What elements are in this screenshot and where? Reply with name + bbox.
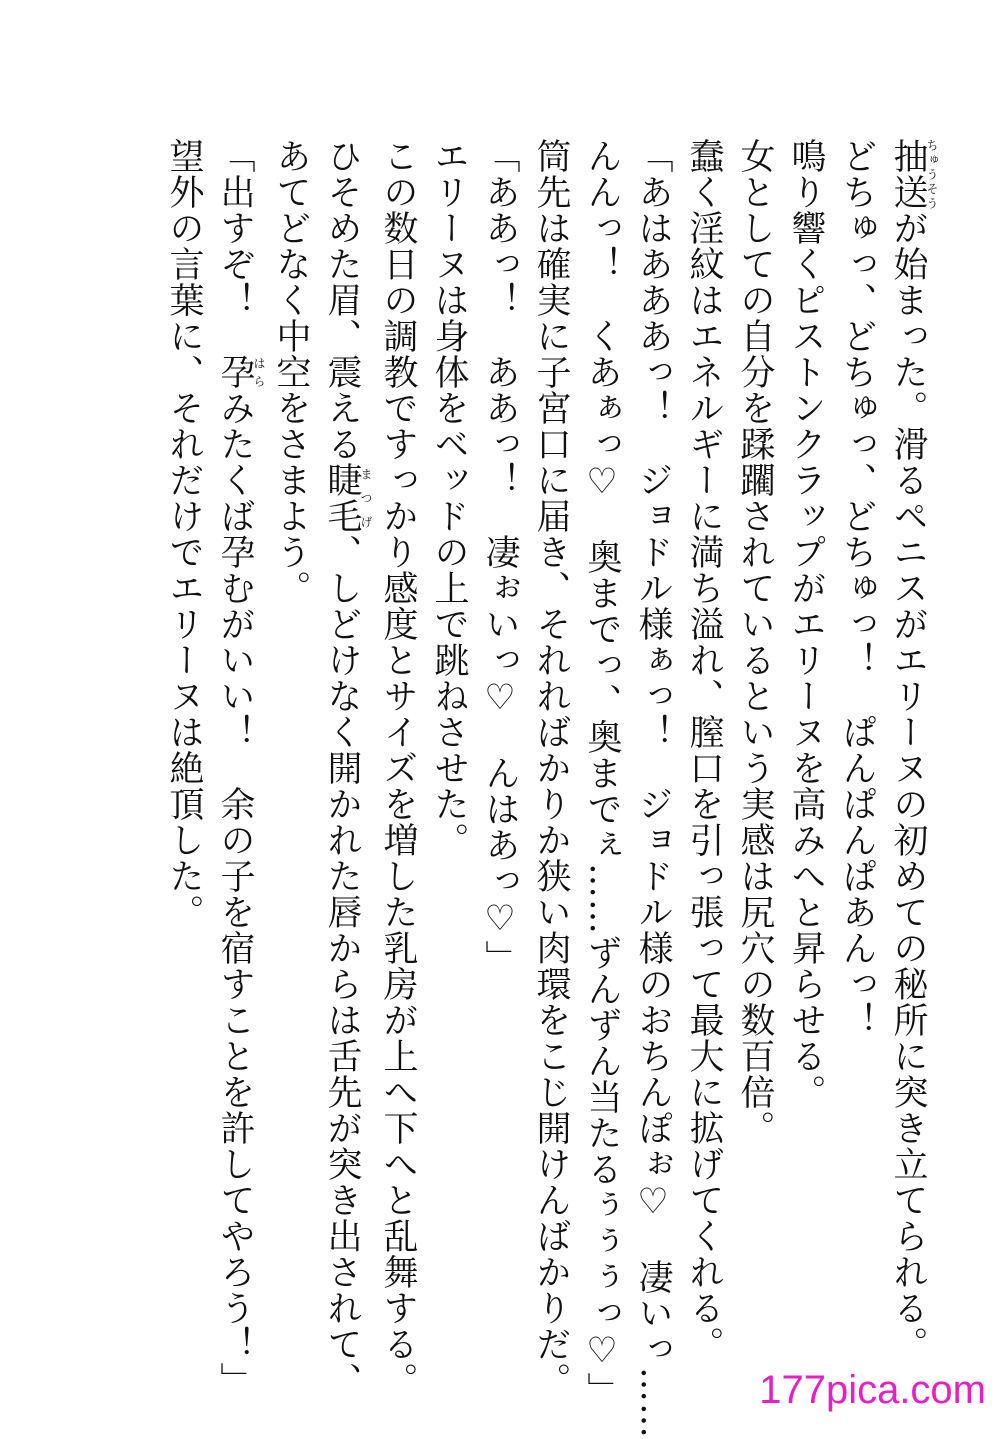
- text-line: [158, 138, 209, 1318]
- text-line: [729, 138, 780, 1318]
- text-segment: 、しどけなく開かれた唇からは舌先が突き出されて、: [322, 534, 362, 1398]
- text-segment: この数日の調教ですっかり感度とサイズを増した乳房が上へ下へと乱舞する。: [378, 138, 418, 1398]
- ruby-base: 抽送: [888, 138, 928, 210]
- text-segment: ひそめた眉、震える: [322, 138, 362, 462]
- text-line: [627, 138, 678, 1439]
- text-line: [525, 138, 576, 1398]
- text-segment: 筒先は確実に子宮口に届き、それればかりか狭い肉環をこじ開けんばかりだ。: [531, 138, 571, 1398]
- ruby-annotation: [215, 354, 266, 390]
- ruby-base: 孕: [215, 354, 255, 390]
- ruby-base: 睫毛: [322, 462, 362, 534]
- text-line: [780, 138, 831, 1318]
- text-segment: エリーヌは身体をベッドの上で跳ねさせた。: [429, 138, 469, 858]
- text-segment: 鳴り響くピストンクラップがエリーヌを高みへと昇らせる。: [786, 138, 826, 1110]
- text-segment: あてどなく中空をさまよう。: [271, 138, 311, 606]
- text-line: [576, 138, 627, 1408]
- text-line: [831, 138, 882, 1318]
- text-segment: が始まった。滑るペニスがエリーヌの初めての秘所に突き立てられる。: [888, 210, 928, 1362]
- text-segment: 「出すぞ！: [215, 138, 255, 354]
- text-segment: んんっ！ くあぁっ♡ 奥までっ、奥までぇ……ずんずん当たるぅぅぅっ♡」: [582, 138, 622, 1408]
- text-line: [423, 138, 474, 1318]
- text-segment: 女としての自分を蹂躙されているという実感は尻穴の数百倍。: [735, 138, 775, 1146]
- text-line: [474, 138, 525, 1318]
- text-line: [882, 138, 939, 1362]
- ruby-reading: ちゅうそう: [925, 138, 939, 210]
- text-segment: 「あはあああっ！ ジョドル様ぁっ！ ジョドル様のおちんぽぉ♡ 凄いっ……: [633, 138, 673, 1439]
- text-line: [209, 138, 266, 1398]
- text-line: [265, 138, 316, 1318]
- text-segment: みたくば孕むがいい！ 余の子を宿すことを許してやろう！」: [215, 390, 255, 1398]
- text-line: [678, 138, 729, 1362]
- ruby-reading: まつげ: [359, 462, 373, 534]
- site-watermark: 177pica.com: [759, 1368, 986, 1412]
- text-segment: 望外の言葉に、それだけでエリーヌは絶頂した。: [164, 138, 204, 930]
- text-segment: 蠢く淫紋はエネルギーに満ち溢れ、膣口を引っ張って最大に拡げてくれる。: [684, 138, 724, 1362]
- ruby-reading: はら: [252, 354, 266, 390]
- text-line: [372, 138, 423, 1398]
- text-segment: 「ああっ！ ああっ！ 凄ぉいっ♡ んはあっ♡」: [480, 138, 520, 976]
- text-line: [316, 138, 373, 1398]
- ruby-annotation: [888, 138, 939, 210]
- ruby-annotation: [322, 462, 373, 534]
- text-segment: どちゅっ、どちゅっ、どちゅっ！ ぱんぱんぱあんっ！: [837, 138, 877, 1038]
